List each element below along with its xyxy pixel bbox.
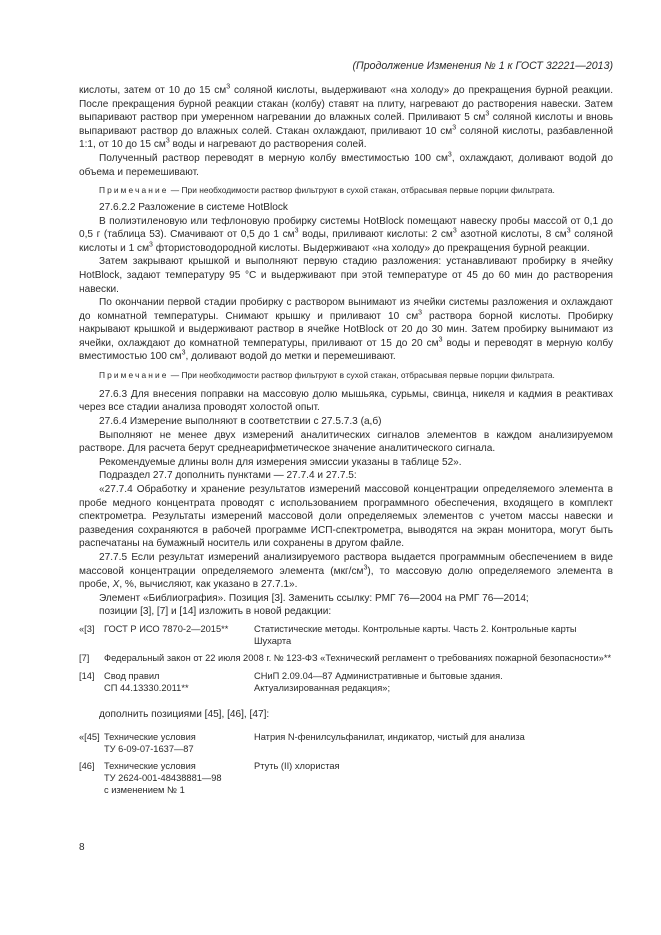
ref-doc: ГОСТ Р ИСО 7870-2—2015** bbox=[104, 623, 229, 634]
ref-number: [46] bbox=[79, 760, 95, 771]
table-row bbox=[79, 623, 613, 652]
paragraph: Элемент «Библиография». Позиция [3]. Заменить ссылку: РМГ 76—2004 на РМГ 76—2014; bbox=[99, 592, 529, 604]
table-row bbox=[79, 731, 613, 760]
document-body bbox=[79, 84, 613, 802]
ref-title: Статистические методы. Контрольные карты. Часть 2. Контрольные карты Шухарта bbox=[254, 623, 577, 647]
ref-number: «[45] bbox=[79, 731, 100, 742]
paragraph: По окончании первой стадии пробирку с раствором вынимают из ячейки системы разложения и охлаждают до комнатной температуры. Снимают крышку и приливают 10 $см^3$ раствора борной кислоты. Пробирку накрывают крышкой и выдерживают раствор в ячейке HotBlock от 20 до 30 мин. Затем пробирку вынимают из ячейки, охлаждают до комнатной температуры, приливают от 15 до 20 $см^3$ воды и переводят в мерную колбу вместимостью 100 $см^3$, доливают водой до метки и перемешивают. bbox=[79, 297, 614, 363]
ref-number: «[3] bbox=[79, 623, 95, 634]
bibliography-table bbox=[79, 623, 613, 699]
ref-title: Натрия N-фенилсульфанилат, индикатор, чистый для анализа bbox=[254, 731, 525, 742]
paragraph: Полученный раствор переводят в мерную колбу вместимостью 100 $см^3$, охлаждают, доливают водой до объема и перемешивают. bbox=[79, 151, 613, 178]
table-row bbox=[79, 760, 613, 802]
page-header: (Продолжение Изменения № 1 к ГОСТ 32221—2013) bbox=[352, 60, 613, 72]
paragraph: В полиэтиленовую или тефлоновую пробирку системы HotBlock помещают навеску пробы массой от 0,1 до 0,5 г (таблица 53). Смачивают от 0,5 до 1 $см^3$ воды, приливают кислоты: 2 $см^3$ азотной кислоты, 8 $см^3$ соляной кислоты и 1 $см^3$ фтористоводородной кислоты. Выдерживают «на холоду» до прекращения бурной реакции. bbox=[79, 215, 613, 254]
section-heading: 27.6.2.2 Разложение в системе HotBlock bbox=[99, 201, 288, 213]
ref-title: Ртуть (II) хлористая bbox=[254, 760, 340, 771]
paragraph: кислоты, затем от 10 до 15 $см^3$ соляной кислоты, выдерживают «на холоду» до прекращения бурной реакции. После прекращения бурной реакции стакан (колбу) ставят на плиту, нагревают до растворения навески. Затем выпаривают раствор при умеренном нагревании до влажных солей. Приливают 5 $см^3$ соляной кислоты и вновь выпаривают раствор до влажных солей. Стакан охлаждают, приливают 10 $см^3$ соляной кислоты, разбавленной 1:1, от 10 до 15 $см^3$ воды и нагревают до растворения солей. bbox=[79, 83, 614, 151]
paragraph: Подраздел 27.7 дополнить пунктами — 27.7.4 и 27.7.5: bbox=[99, 470, 357, 482]
ref-number: [7] bbox=[79, 653, 90, 664]
ref-doc: Технические условия ТУ 2624-001-48438881—98 с изменением № 1 bbox=[104, 760, 222, 796]
page-number: 8 bbox=[79, 842, 85, 853]
note: Примечание — При необходимости раствор фильтруют в сухой стакан, отбрасывая первые порции фильтрата. bbox=[99, 185, 555, 196]
paragraph: позиции [3], [7] и [14] изложить в новой редакции: bbox=[99, 606, 332, 618]
paragraph: «27.7.4 Обработку и хранение результатов измерений массовой концентрации определяемого элемента в пробе медного концентрата проводят с использованием программного обеспечения, входящего в комплект спектрометра. Результаты измерений массовой доли определяемых элементов с учетом массы навески и разведения сохраняются в рабочей программе ИСП-спектрометра, выводятся на экран монитора, могут быть распечатаны на бумажный носитель или сохранены в другом файле. bbox=[79, 484, 613, 550]
bibliography-table bbox=[79, 731, 613, 802]
paragraph: 27.7.5 Если результат измерений анализируемого раствора выдается программным обеспечением в виде массовой концентрации определяемого элемента $(мкг/см^3)$, то массовую долю определяемого элемента в пробе, X, %, вычисляют, как указано в 27.7.1». bbox=[79, 552, 613, 591]
ref-doc: Федеральный закон от 22 июля 2008 г. № 123-ФЗ «Технический регламент о требованиях пожарной безопасности»** bbox=[104, 653, 612, 664]
ref-number: [14] bbox=[79, 670, 95, 681]
paragraph: Рекомендуемые длины волн для измерения эмиссии указаны в таблице 52». bbox=[99, 456, 462, 468]
paragraph: Выполняют не менее двух измерений аналитических сигналов элементов в каждом анализируемом растворе. Для расчета берут среднеарифметическое значение аналитического сигнала. bbox=[79, 429, 613, 455]
note: Примечание — При необходимости раствор фильтруют в сухой стакан, отбрасывая первые порции фильтрата. bbox=[99, 370, 555, 381]
ref-doc: Технические условия ТУ 6-09-07-1637—87 bbox=[104, 731, 196, 754]
table-row bbox=[79, 652, 613, 669]
ref-doc: Свод правил СП 44.13330.2011** bbox=[104, 670, 189, 693]
paragraph: 27.6.3 Для внесения поправки на массовую долю мышьяка, сурьмы, свинца, никеля и кадмия в реактивах через все стадии анализа проводят холостой опыт. bbox=[79, 388, 613, 414]
table-row bbox=[79, 670, 613, 699]
paragraph: 27.6.4 Измерение выполняют в соответствии с 27.5.7.3 (а,б) bbox=[99, 416, 382, 428]
ref-title: СНиП 2.09.04—87 Административные и бытовые здания. Актуализированная редакция»; bbox=[254, 670, 503, 693]
paragraph: дополнить позициями [45], [46], [47]: bbox=[99, 708, 270, 720]
paragraph: Затем закрывают крышкой и выполняют первую стадию разложения: устанавливают пробирку в ячейку HotBlock, задают температуру 95 °С и выдерживают при этой температуре от 45 до 60 мин до растворения навески. bbox=[79, 256, 613, 295]
